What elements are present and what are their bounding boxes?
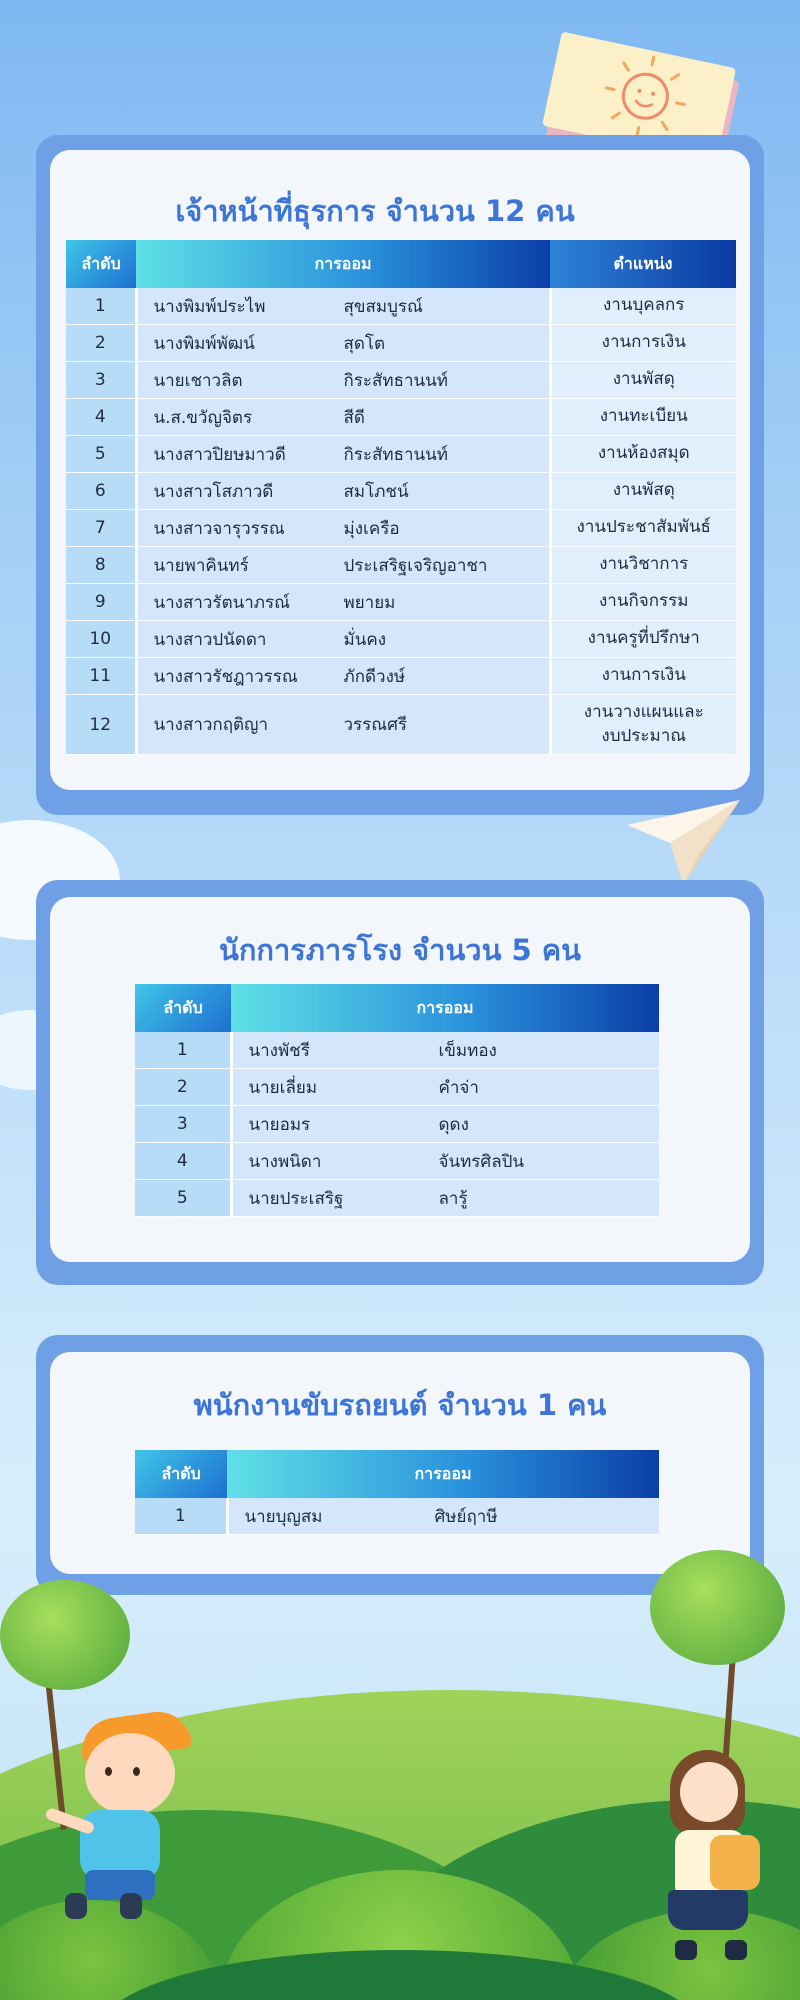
person-name xyxy=(136,695,550,755)
table-row xyxy=(135,1106,659,1143)
row-number: 10 xyxy=(66,621,136,658)
row-number: 7 xyxy=(66,510,136,547)
person-name xyxy=(136,658,550,695)
boy-character-icon xyxy=(25,1715,175,1925)
section-title: นักการภารโรง จำนวน 5 คน xyxy=(219,933,581,967)
first-name: นายอมร xyxy=(248,1114,311,1135)
table-row xyxy=(66,547,736,584)
person-name xyxy=(136,621,550,658)
row-number: 5 xyxy=(66,436,136,473)
table-row xyxy=(66,695,736,755)
header-num: ลำดับ xyxy=(135,984,231,1032)
last-name: มุ่งเครือ xyxy=(343,518,400,539)
header-position: ตำแหน่ง xyxy=(550,240,736,288)
last-name: สุขสมบูรณ์ xyxy=(343,296,423,317)
table-row xyxy=(135,1069,659,1106)
person-name xyxy=(136,547,550,584)
last-name: กิระสัทธานนท์ xyxy=(343,370,449,391)
last-name: วรรณศรี xyxy=(343,715,408,735)
person-name xyxy=(136,362,550,399)
person-name xyxy=(136,436,550,473)
driver-table xyxy=(135,1450,659,1535)
person-name xyxy=(136,473,550,510)
person-name xyxy=(136,510,550,547)
first-name: นางสาวกฤติญา xyxy=(153,715,269,735)
position-cell: งานกิจกรรม xyxy=(550,584,736,621)
header-num: ลำดับ xyxy=(66,240,136,288)
first-name: นายบุญสม xyxy=(244,1506,323,1527)
row-number: 4 xyxy=(66,399,136,436)
table-row xyxy=(66,362,736,399)
last-name: เข็มทอง xyxy=(438,1040,497,1061)
last-name: คำจ่า xyxy=(438,1077,479,1098)
table-row xyxy=(66,473,736,510)
row-number: 3 xyxy=(135,1106,231,1143)
person-name xyxy=(231,1106,659,1143)
header-name: การออม xyxy=(227,1450,659,1498)
row-number: 2 xyxy=(135,1069,231,1106)
last-name: จันทรศิลปิน xyxy=(438,1151,525,1172)
first-name: นายเชาวลิต xyxy=(153,370,243,391)
first-name: นางพิมพ์ประไพ xyxy=(153,296,266,317)
last-name: ประเสริฐเจริญอาชา xyxy=(343,555,488,576)
person-name xyxy=(136,288,550,325)
header-name: การออม xyxy=(231,984,659,1032)
first-name: นางพิมพ์พัฒน์ xyxy=(153,333,255,354)
last-name: สีดี xyxy=(343,407,365,428)
last-name: กิระสัทธานนท์ xyxy=(343,444,449,465)
first-name: นางพัชรี xyxy=(248,1040,310,1061)
table-row xyxy=(66,436,736,473)
row-number: 2 xyxy=(66,325,136,362)
last-name: พยายม xyxy=(343,592,396,613)
row-number: 9 xyxy=(66,584,136,621)
position-cell: งานห้องสมุด xyxy=(550,436,736,473)
position-cell: งานพัสดุ xyxy=(550,362,736,399)
last-name: ภักดีวงษ์ xyxy=(343,666,406,687)
table-row xyxy=(135,1498,659,1535)
position-cell: งานบุคลกร xyxy=(550,288,736,325)
row-number: 8 xyxy=(66,547,136,584)
section-title: เจ้าหน้าที่ธุรการ จำนวน 12 คน xyxy=(175,194,575,228)
row-number: 4 xyxy=(135,1143,231,1180)
table-row xyxy=(66,510,736,547)
row-number: 6 xyxy=(66,473,136,510)
person-name xyxy=(136,584,550,621)
girl-character-icon xyxy=(630,1730,780,1970)
table-row xyxy=(66,325,736,362)
first-name: นางสาวรัตนาภรณ์ xyxy=(153,592,290,613)
position-cell: งานวิชาการ xyxy=(550,547,736,584)
position-cell: งานทะเบียน xyxy=(550,399,736,436)
table-row xyxy=(66,399,736,436)
last-name: สุดโต xyxy=(343,333,386,354)
first-name: นายพาคินทร์ xyxy=(153,555,249,576)
row-number: 11 xyxy=(66,658,136,695)
staff-panel xyxy=(36,135,764,815)
person-name xyxy=(231,1069,659,1106)
first-name: นางพนิดา xyxy=(248,1151,322,1172)
position-cell: งานวางแผนและ งบประมาณ xyxy=(550,695,736,755)
header-name: การออม xyxy=(136,240,550,288)
first-name: นางสาวโสภาวดี xyxy=(153,481,274,502)
row-number: 3 xyxy=(66,362,136,399)
paper-plane-icon xyxy=(625,795,745,890)
first-name: นายประเสริฐ xyxy=(248,1188,344,1209)
person-name xyxy=(231,1180,659,1217)
first-name: นางสาวปิยษมาวดี xyxy=(153,444,286,465)
position-cell: งานพัสดุ xyxy=(550,473,736,510)
row-number: 1 xyxy=(135,1498,227,1535)
table-row xyxy=(66,288,736,325)
row-number: 1 xyxy=(66,288,136,325)
person-name xyxy=(231,1032,659,1069)
first-name: นางสาวรัชฎาวรรณ xyxy=(153,666,298,687)
staff-table xyxy=(66,240,736,755)
first-name: น.ส.ขวัญจิตร xyxy=(153,407,253,428)
person-name xyxy=(136,325,550,362)
table-row xyxy=(66,584,736,621)
position-cell: งานการเงิน xyxy=(550,658,736,695)
section-title: พนักงานขับรถยนต์ จำนวน 1 คน xyxy=(193,1388,607,1422)
table-row xyxy=(135,1032,659,1069)
first-name: นายเลี่ยม xyxy=(248,1077,318,1098)
table-row xyxy=(135,1180,659,1217)
row-number: 12 xyxy=(66,695,136,755)
person-name xyxy=(136,399,550,436)
janitor-panel xyxy=(36,880,764,1285)
last-name: ศิษย์ฤาษี xyxy=(434,1506,498,1527)
position-cell: งานประชาสัมพันธ์ xyxy=(550,510,736,547)
table-row xyxy=(135,1143,659,1180)
last-name: ดุดง xyxy=(438,1114,469,1135)
person-name xyxy=(227,1498,659,1535)
position-cell: งานการเงิน xyxy=(550,325,736,362)
row-number: 5 xyxy=(135,1180,231,1217)
header-num: ลำดับ xyxy=(135,1450,227,1498)
first-name: นางสาวปนัดดา xyxy=(153,629,267,650)
last-name: สมโภชน์ xyxy=(343,481,409,502)
row-number: 1 xyxy=(135,1032,231,1069)
table-row xyxy=(66,621,736,658)
first-name: นางสาวจารุวรรณ xyxy=(153,518,285,539)
table-row xyxy=(66,658,736,695)
last-name: ลารู้ xyxy=(438,1188,468,1209)
person-name xyxy=(231,1143,659,1180)
last-name: มั่นคง xyxy=(343,629,386,650)
janitor-table xyxy=(135,984,659,1217)
position-cell: งานครูที่ปรึกษา xyxy=(550,621,736,658)
